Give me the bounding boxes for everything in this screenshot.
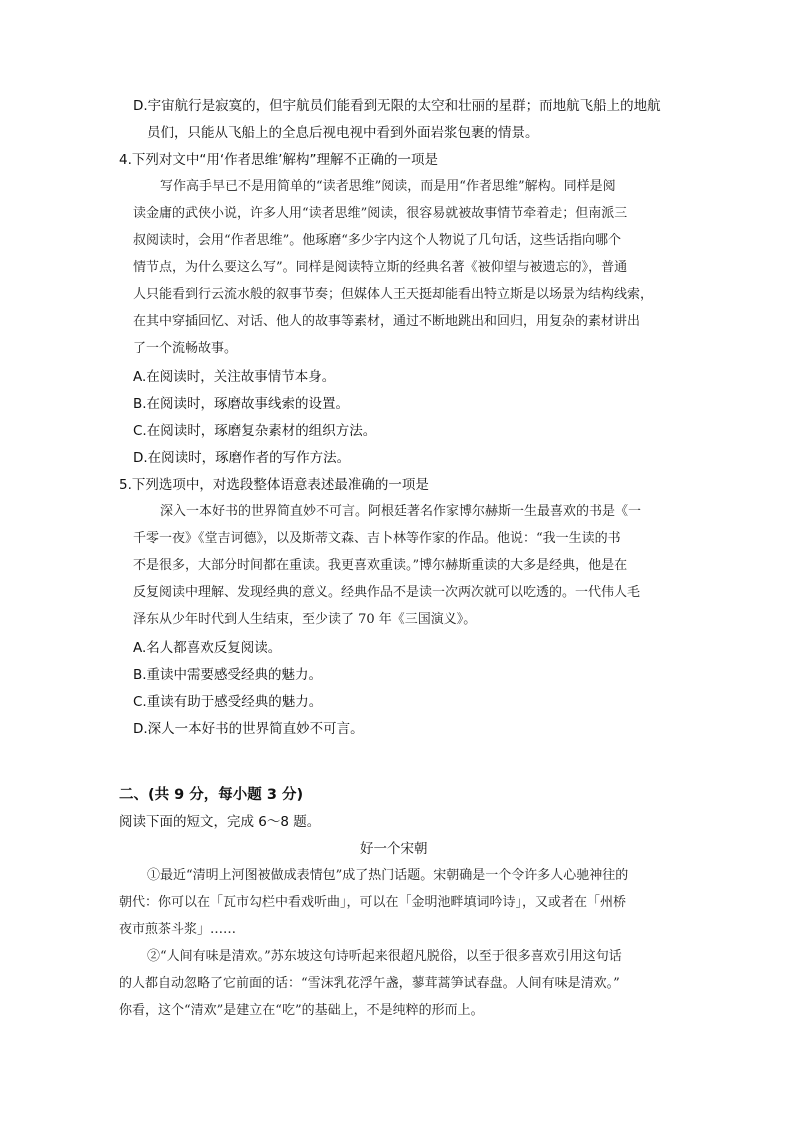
q5-passage-line: 反复阅读中理解、发现经典的意义。经典作品不是读一次两次就可以吃透的。一代伟人毛 xyxy=(133,585,641,600)
article-title: 好一个宋朝 xyxy=(360,841,428,857)
q5-passage-line: 泽东从少年时代到人生结束，至少读了 70 年《三国演义》。 xyxy=(133,612,477,627)
q5-option-d: D.深人一本好书的世界简直妙不可言。 xyxy=(133,721,364,737)
q5-option-b: B.重读中需要感受经典的魅力。 xyxy=(133,667,323,683)
q4-passage-line: 情节点，为什么要这么写”。同样是阅读特立斯的经典名著《被仰望与被遗忘的》，普通 xyxy=(133,260,628,275)
q4-option-c: C.在阅读时，琢磨复杂素材的组织方法。 xyxy=(133,423,377,439)
q3-option-d-line-2: 员们，只能从飞船上的全息后视电视中看到外面岩浆包裹的情景。 xyxy=(147,125,539,141)
section-2-instruction: 阅读下面的短文，完成 6～8 题。 xyxy=(119,814,321,830)
article-paragraph-2-line: 你看，这个“清欢”是建立在“吃”的基础上，不是纯粹的形而上。 xyxy=(119,1003,484,1018)
article-paragraph-1-line: 朝代：你可以在「瓦市勾栏中看戏听曲」，可以在「金明池畔填词吟诗」，又或者在「州桥 xyxy=(119,895,627,910)
question-4-stem: 4.下列对文中“用‘作者思维’解构”理解不正确的一项是 xyxy=(119,152,438,168)
section-2-heading: 二、(共 9 分，每小题 3 分) xyxy=(119,787,304,803)
q5-option-c: C.重读有助于感受经典的魅力。 xyxy=(133,694,323,710)
q4-option-d: D.在阅读时，琢磨作者的写作方法。 xyxy=(133,450,351,466)
q4-passage-line: 了一个流畅故事。 xyxy=(133,341,238,356)
article-paragraph-1-line: ①最近“清明上河图被做成表情包”成了热门话题。宋朝确是一个令许多人心驰神往的 xyxy=(147,868,629,883)
article-paragraph-2-line: 的人都自动忽略了它前面的话：“雪沫乳花浮午盏，蓼茸蒿笋试春盘。人间有味是清欢。” xyxy=(119,976,620,991)
q4-passage-line: 在其中穿插回忆、对话、他人的故事等素材，通过不断地跳出和回归，用复杂的素材讲出 xyxy=(133,314,641,329)
q4-passage-line: 叔阅读时，会用“作者思维”。他琢磨“多少字内这个人物说了几句话，这些话指向哪个 xyxy=(133,233,621,248)
article-paragraph-1-line: 夜市煎茶斗浆」…… xyxy=(119,922,237,937)
q5-passage-line: 深入一本好书的世界简直妙不可言。阿根廷著名作家博尔赫斯一生最喜欢的书是《一 xyxy=(160,504,642,519)
q5-passage-line: 不是很多，大部分时间都在重读。我更喜欢重读。”博尔赫斯重读的大多是经典，他是在 xyxy=(133,558,628,573)
q4-passage-line: 写作高手早已不是用简单的“读者思维”阅读，而是用“作者思维”解构。同样是阅 xyxy=(160,179,616,194)
q4-option-a: A.在阅读时，关注故事情节本身。 xyxy=(133,369,336,385)
q4-option-b: B.在阅读时，琢磨故事线索的设置。 xyxy=(133,396,350,412)
q5-passage-line: 千零一夜》《堂吉诃德》，以及斯蒂文森、吉卜林等作家的作品。他说：“我一生读的书 xyxy=(133,531,621,546)
question-5-stem: 5.下列选项中，对选段整体语意表述最准确的一项是 xyxy=(119,477,429,493)
q3-option-d-line-1: D.宇宙航行是寂寞的，但宇航员们能看到无限的太空和壮丽的星群；而地航飞船上的地航 xyxy=(133,98,661,114)
article-paragraph-2-line: ②“人间有味是清欢。”苏东坡这句诗听起来很超凡脱俗，以至于很多喜欢引用这句话 xyxy=(147,949,622,964)
q5-option-a: A.名人都喜欢反复阅读。 xyxy=(133,640,282,656)
q4-passage-line: 人只能看到行云流水般的叙事节奏；但媒体人王天挺却能看出特立斯是以场景为结构线索， xyxy=(133,287,654,302)
q4-passage-line: 读金庸的武侠小说，许多人用“读者思维”阅读，很容易就被故事情节牵着走；但南派三 xyxy=(133,206,628,221)
